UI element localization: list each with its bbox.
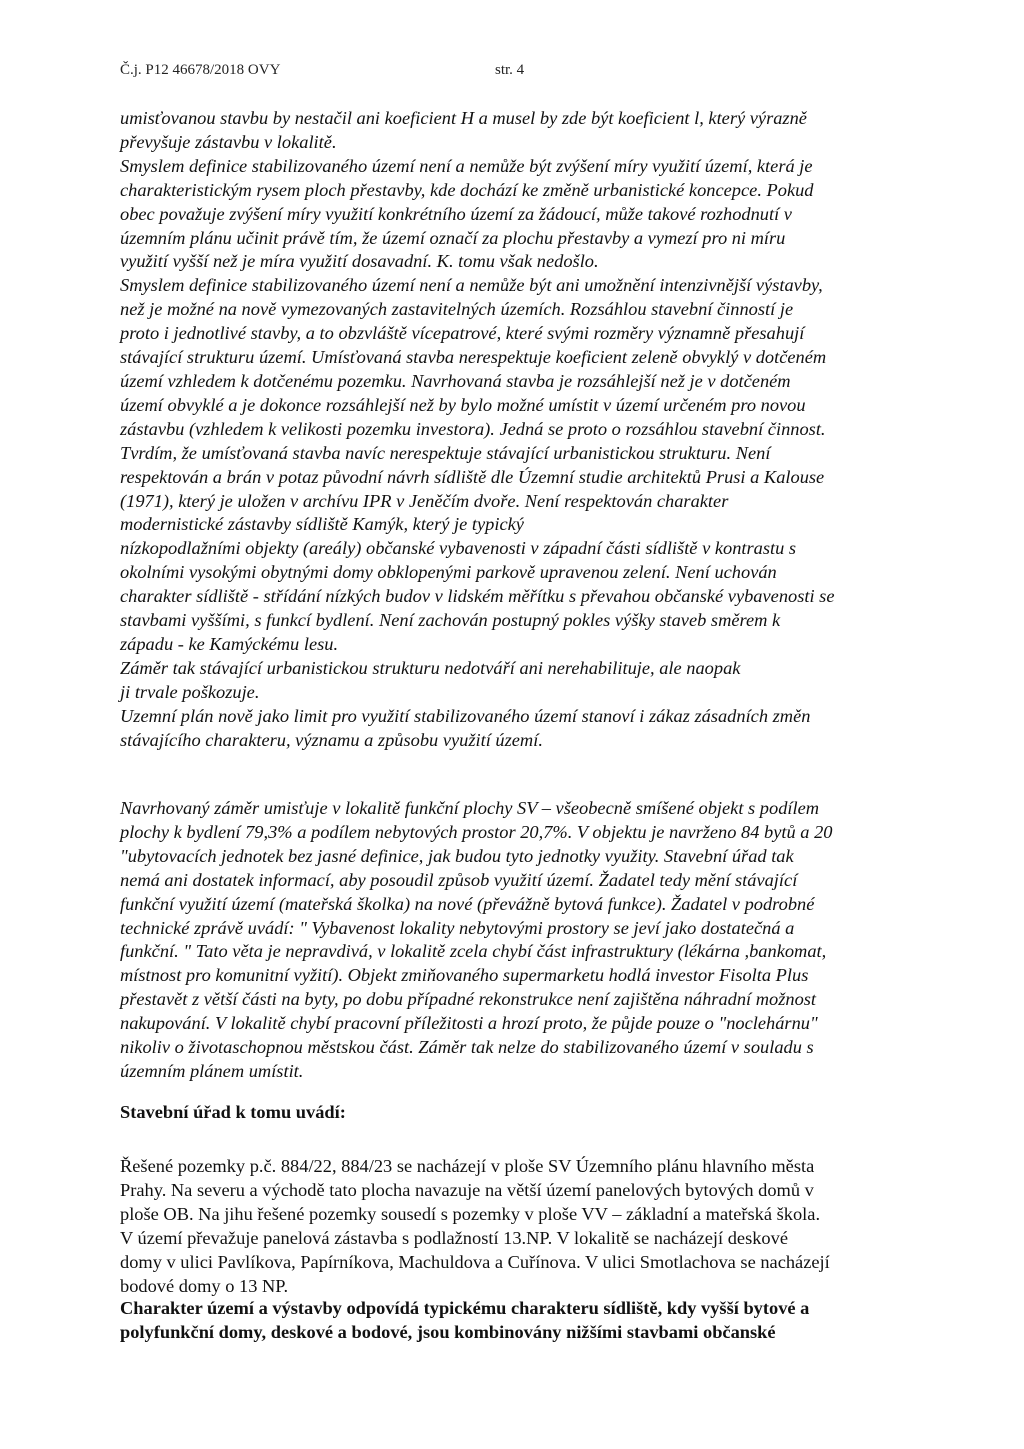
text-line: proto i jednotlivé stavby, a to obzvláště vícepatrové, které svými rozměry významně přesahují (120, 323, 805, 344)
bold-conclusion-paragraph (120, 1297, 932, 1345)
text-line: respektován a brán v potaz původní návrh sídliště dle Územní studie architektů Prusi a Kalouse (120, 466, 825, 487)
text-line: přestavět z větší části na byty, po dobu případné rekonstrukce není zajištěna náhradní možnost (120, 989, 817, 1010)
text-line: nízkopodlažními objekty (areály) občanské vybavenosti v západní části sídliště v kontrastu s (120, 538, 797, 559)
text-line: Charakter území a výstavby odpovídá typickému charakteru sídliště, kdy vyšší bytové a (120, 1298, 810, 1318)
text-line: obec považuje zvýšení míry využití konkrétního území za žádoucí, může takové rozhodnutí v (120, 203, 792, 224)
text-line: nemá ani dostatek informací, aby posoudil způsob využití území. Žadatel tedy mění stávající (120, 869, 798, 890)
authority-statement-paragraph (120, 1155, 932, 1298)
text-line: Smyslem definice stabilizovaného území není a nemůže být ani umožnění intenzivnější výstavby, (120, 275, 823, 296)
text-line: Řešené pozemky p.č. 884/22, 884/23 se nacházejí v ploše SV Územního plánu hlavního města (120, 1156, 815, 1176)
text-line: Záměr tak stávající urbanistickou strukturu nedotváří ani nerehabilituje, ale naopak (120, 657, 741, 678)
text-line: funkční. " Tato věta je nepravdivá, v lokalitě zcela chybí část infrastruktury (lékárna ,bankomat, (120, 941, 827, 962)
text-line: okolními vysokými obytnými domy obklopenými parkově upravenou zelení. Není uchován (120, 562, 777, 583)
text-line: Tvrdím, že umísťovaná stavba navíc nerespektuje stávající urbanistickou strukturu. Není (120, 442, 771, 463)
text-line: Prahy. Na severu a východě tato plocha navazuje na větší území panelových bytových domů v (120, 1179, 814, 1200)
text-line: stávajícího charakteru, významu a způsobu využití území. (120, 729, 543, 750)
text-line: převyšuje zástavbu v lokalitě. (120, 131, 337, 152)
italic-paragraph-2 (120, 797, 932, 1084)
text-line: západu - ke Kamýckému lesu. (120, 633, 339, 654)
italic-paragraph-1 (120, 107, 932, 752)
text-line: stavbami vyššími, s funkcí bydlení. Není zachován postupný pokles výšky staveb směrem k (120, 610, 781, 631)
text-line: funkční využití území (mateřská školka) na nové (převážně bytová funkce). Žadatel v podrobné (120, 893, 815, 914)
text-line: charakter sídliště - střídání nízkých budov v lidském měřítku s převahou občanské vybavenosti se (120, 586, 835, 607)
text-line: ploše OB. Na jihu řešené pozemky sousedí s pozemky v ploše VV – základní a mateřská škola. (120, 1203, 821, 1224)
text-line: stávající strukturu území. Umísťovaná stavba nerespektuje koeficient zeleně obvyklý v dotčeném (120, 347, 827, 368)
text-line: nikoliv o životaschopnou městskou část. Záměr tak nelze do stabilizovaného území v souladu s (120, 1037, 814, 1058)
text-line: modernistické zástavby sídliště Kamýk, který je typický (120, 514, 524, 535)
text-line: území vzhledem k dotčenému pozemku. Navrhovaná stavba je rozsáhlejší než je v dotčeném (120, 370, 791, 391)
text-line: ji trvale poškozuje. (120, 681, 260, 702)
text-line: Smyslem definice stabilizovaného území není a nemůže být zvýšení míry využití území, která je (120, 155, 813, 176)
text-line: územním plánu učinit právě tím, že území označí za plochu přestavby a vymezí pro ni míru (120, 227, 786, 248)
text-line: územním plánem umístit. (120, 1060, 304, 1081)
text-line: nakupování. V lokalitě chybí pracovní příležitosti a hrozí proto, že půjde pouze o "noclehárnu" (120, 1013, 818, 1034)
text-line: místnost pro komunitní vyžití). Objekt zmiňovaného supermarketu hodlá investor Fisolta Plus (120, 965, 809, 986)
text-line: umisťovanou stavbu by nestačil ani koeficient H a musel by zde být koeficient l, který výrazně (120, 108, 807, 128)
text-line: než je možné na nově vymezovaných zastavitelných územích. Rozsáhlou stavební činností je (120, 299, 794, 320)
text-line: bodové domy o 13 NP. (120, 1275, 289, 1296)
text-line: Navrhovaný záměr umisťuje v lokalitě funkční plochy SV – všeobecně smíšené objekt s podílem (120, 798, 820, 818)
text-line: Uzemní plán nově jako limit pro využití stabilizovaného území stanoví i zákaz zásadních změn (120, 705, 811, 726)
text-line: plochy k bydlení 79,3% a podílem nebytových prostor 20,7%. V objektu je navrženo 84 bytů a 20 (120, 821, 833, 842)
text-line: využití vyšší než je míra využití dosavadní. K. tomu však nedošlo. (120, 251, 599, 272)
page-number: str. 4 (495, 62, 525, 78)
text-line: zástavbu (vzhledem k velikosti pozemku investora). Jedná se proto o rozsáhlou stavební činnost. (120, 418, 826, 439)
text-line: polyfunkční domy, deskové a bodové, jsou kombinovány nižšími stavbami občanské (120, 1321, 776, 1342)
text-line: V území převažuje panelová zástavba s podlažností 13.NP. V lokalitě se nacházejí deskové (120, 1227, 788, 1248)
text-line: technické zprávě uvádí: " Vybavenost lokality nebytovými prostory se jeví jako dostatečná a (120, 917, 795, 938)
text-line: území obvyklé a je dokonce rozsáhlejší než by bylo možné umístit v území určeném pro novou (120, 394, 806, 415)
text-line: "ubytovacích jednotek bez jasné definice, jak budou tyto jednotky využity. Stavební úřad tak (120, 845, 794, 866)
text-line: domy v ulici Pavlíkova, Papírníkova, Machuldova a Cuřínova. V ulici Smotlachova se nacházejí (120, 1251, 830, 1272)
reference-number: Č.j. P12 46678/2018 OVY (120, 62, 281, 78)
text-line: (1971), který je uložen v archívu IPR v Jeněčím dvoře. Není respektován charakter (120, 490, 729, 511)
section-heading: Stavební úřad k tomu uvádí: (120, 1102, 346, 1122)
text-line: charakteristickým rysem ploch přestavby, kde dochází ke změně urbanistické koncepce. Pokud (120, 179, 814, 200)
